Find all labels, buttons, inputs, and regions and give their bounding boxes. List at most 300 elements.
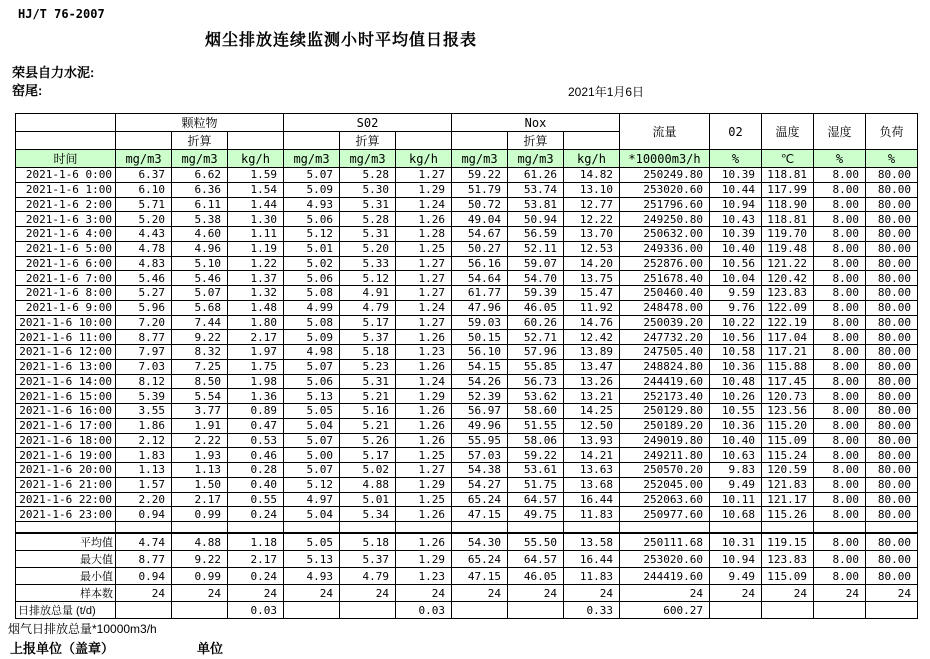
empty-cell xyxy=(564,522,620,533)
value-cell: 54.67 xyxy=(452,227,508,242)
value-cell: 56.97 xyxy=(452,404,508,419)
blank-subheader xyxy=(284,132,340,150)
value-cell: 250977.60 xyxy=(620,507,710,522)
value-cell: 13.26 xyxy=(564,374,620,389)
summary-value-cell: 13.58 xyxy=(564,534,620,551)
value-cell: 5.07 xyxy=(172,286,228,301)
summary-value-cell: 4.93 xyxy=(284,568,340,585)
value-cell: 13.75 xyxy=(564,271,620,286)
summary-value-cell: 5.13 xyxy=(284,551,340,568)
summary-value-cell: 115.09 xyxy=(762,568,814,585)
value-cell: 5.71 xyxy=(116,197,172,212)
value-cell: 5.04 xyxy=(284,507,340,522)
value-cell: 4.83 xyxy=(116,256,172,271)
unit-cell: ℃ xyxy=(762,150,814,168)
unit-cell: kg/h xyxy=(564,150,620,168)
value-cell: 5.68 xyxy=(172,300,228,315)
value-cell: 13.93 xyxy=(564,433,620,448)
value-cell: 5.04 xyxy=(284,418,340,433)
col-header-o2: 02 xyxy=(710,114,762,150)
summary-value-cell: 250111.68 xyxy=(620,534,710,551)
value-cell: 8.32 xyxy=(172,345,228,360)
value-cell: 10.68 xyxy=(710,507,762,522)
company-name: 荣县自力水泥: xyxy=(12,65,95,80)
value-cell: 0.40 xyxy=(228,477,284,492)
value-cell: 1.28 xyxy=(396,227,452,242)
spacer-row xyxy=(16,522,918,533)
value-cell: 1.11 xyxy=(228,227,284,242)
summary-value-cell: 64.57 xyxy=(508,551,564,568)
value-cell: 8.00 xyxy=(814,182,866,197)
col-group-so2: S02 xyxy=(284,114,452,132)
value-cell: 8.00 xyxy=(814,241,866,256)
value-cell: 249211.80 xyxy=(620,448,710,463)
table-row xyxy=(16,507,918,522)
value-cell: 115.88 xyxy=(762,359,814,374)
value-cell: 1.13 xyxy=(116,463,172,478)
value-cell: 12.77 xyxy=(564,197,620,212)
summary-value-cell: 9.22 xyxy=(172,551,228,568)
value-cell: 5.34 xyxy=(340,507,396,522)
value-cell: 5.17 xyxy=(340,448,396,463)
value-cell: 117.21 xyxy=(762,345,814,360)
table-row xyxy=(16,463,918,478)
summary-value-cell: 4.74 xyxy=(116,534,172,551)
value-cell: 59.07 xyxy=(508,256,564,271)
value-cell: 54.27 xyxy=(452,477,508,492)
value-cell: 122.09 xyxy=(762,300,814,315)
value-cell: 5.08 xyxy=(284,286,340,301)
corner-cell-mid xyxy=(16,132,116,150)
empty-cell xyxy=(452,522,508,533)
value-cell: 4.97 xyxy=(284,492,340,507)
value-cell: 2.17 xyxy=(172,492,228,507)
value-cell: 8.00 xyxy=(814,330,866,345)
value-cell: 5.21 xyxy=(340,418,396,433)
table-row xyxy=(16,477,918,492)
time-cell: 2021-1-6 17:00 xyxy=(16,418,116,433)
value-cell: 1.93 xyxy=(172,448,228,463)
summary-value-cell: 24 xyxy=(396,585,452,602)
value-cell: 64.57 xyxy=(508,492,564,507)
value-cell: 56.73 xyxy=(508,374,564,389)
value-cell: 250189.20 xyxy=(620,418,710,433)
value-cell: 8.00 xyxy=(814,345,866,360)
table-row xyxy=(16,359,918,374)
value-cell: 80.00 xyxy=(866,492,918,507)
empty-cell xyxy=(866,522,918,533)
summary-value-cell xyxy=(710,602,762,619)
summary-row xyxy=(16,568,918,585)
empty-cell xyxy=(710,522,762,533)
value-cell: 8.00 xyxy=(814,359,866,374)
empty-cell xyxy=(814,522,866,533)
value-cell: 5.01 xyxy=(284,241,340,256)
value-cell: 80.00 xyxy=(866,389,918,404)
empty-cell xyxy=(340,522,396,533)
summary-row xyxy=(16,551,918,568)
value-cell: 5.07 xyxy=(284,359,340,374)
value-cell: 13.47 xyxy=(564,359,620,374)
value-cell: 8.00 xyxy=(814,212,866,227)
summary-value-cell: 24 xyxy=(620,585,710,602)
value-cell: 13.89 xyxy=(564,345,620,360)
value-cell: 8.00 xyxy=(814,433,866,448)
value-cell: 58.06 xyxy=(508,433,564,448)
time-cell: 2021-1-6 8:00 xyxy=(16,286,116,301)
value-cell: 49.75 xyxy=(508,507,564,522)
value-cell: 1.25 xyxy=(396,448,452,463)
value-cell: 0.94 xyxy=(116,507,172,522)
value-cell: 5.28 xyxy=(340,168,396,183)
value-cell: 10.22 xyxy=(710,315,762,330)
value-cell: 1.91 xyxy=(172,418,228,433)
value-cell: 52.11 xyxy=(508,241,564,256)
value-cell: 2.22 xyxy=(172,433,228,448)
value-cell: 117.04 xyxy=(762,330,814,345)
summary-value-cell: 5.05 xyxy=(284,534,340,551)
summary-value-cell: 253020.60 xyxy=(620,551,710,568)
time-cell: 2021-1-6 16:00 xyxy=(16,404,116,419)
summary-value-cell: 4.79 xyxy=(340,568,396,585)
value-cell: 47.15 xyxy=(452,507,508,522)
summary-value-cell: 24 xyxy=(284,585,340,602)
value-cell: 251678.40 xyxy=(620,271,710,286)
unit-cell: mg/m3 xyxy=(508,150,564,168)
value-cell: 5.06 xyxy=(284,271,340,286)
value-cell: 7.44 xyxy=(172,315,228,330)
value-cell: 1.29 xyxy=(396,182,452,197)
value-cell: 1.25 xyxy=(396,492,452,507)
summary-row xyxy=(16,534,918,551)
value-cell: 8.50 xyxy=(172,374,228,389)
summary-value-cell: 24 xyxy=(866,585,918,602)
value-cell: 1.36 xyxy=(228,389,284,404)
value-cell: 8.00 xyxy=(814,492,866,507)
value-cell: 253020.60 xyxy=(620,182,710,197)
summary-value-cell: 24 xyxy=(116,585,172,602)
value-cell: 80.00 xyxy=(866,241,918,256)
value-cell: 8.00 xyxy=(814,448,866,463)
value-cell: 49.04 xyxy=(452,212,508,227)
table-row xyxy=(16,227,918,242)
unit-cell: kg/h xyxy=(228,150,284,168)
table-row xyxy=(16,433,918,448)
value-cell: 59.03 xyxy=(452,315,508,330)
converted-label-nox: 折算 xyxy=(508,132,564,150)
blank-subheader xyxy=(396,132,452,150)
value-cell: 8.00 xyxy=(814,227,866,242)
value-cell: 1.26 xyxy=(396,418,452,433)
value-cell: 9.76 xyxy=(710,300,762,315)
value-cell: 10.40 xyxy=(710,241,762,256)
value-cell: 5.07 xyxy=(284,168,340,183)
converted-label-particulate: 折算 xyxy=(172,132,228,150)
value-cell: 5.31 xyxy=(340,227,396,242)
summary-value-cell: 24 xyxy=(814,585,866,602)
value-cell: 13.21 xyxy=(564,389,620,404)
time-cell: 2021-1-6 21:00 xyxy=(16,477,116,492)
value-cell: 250129.80 xyxy=(620,404,710,419)
value-cell: 50.72 xyxy=(452,197,508,212)
summary-value-cell: 4.88 xyxy=(172,534,228,551)
value-cell: 56.10 xyxy=(452,345,508,360)
value-cell: 54.15 xyxy=(452,359,508,374)
reporting-unit-stamp-label: 上报单位（盖章） xyxy=(10,641,115,656)
summary-value-cell xyxy=(452,602,508,619)
unit-cell: *10000m3/h xyxy=(620,150,710,168)
value-cell: 5.54 xyxy=(172,389,228,404)
value-cell: 5.18 xyxy=(340,345,396,360)
summary-value-cell: 0.03 xyxy=(396,602,452,619)
value-cell: 80.00 xyxy=(866,477,918,492)
value-cell: 1.32 xyxy=(228,286,284,301)
summary-value-cell: 24 xyxy=(710,585,762,602)
value-cell: 54.38 xyxy=(452,463,508,478)
summary-row xyxy=(16,585,918,602)
value-cell: 80.00 xyxy=(866,418,918,433)
converted-label-so2: 折算 xyxy=(340,132,396,150)
value-cell: 59.22 xyxy=(508,448,564,463)
summary-value-cell: 8.00 xyxy=(814,534,866,551)
value-cell: 15.47 xyxy=(564,286,620,301)
summary-value-cell: 5.18 xyxy=(340,534,396,551)
value-cell: 115.09 xyxy=(762,433,814,448)
value-cell: 54.26 xyxy=(452,374,508,389)
value-cell: 1.97 xyxy=(228,345,284,360)
value-cell: 118.81 xyxy=(762,168,814,183)
value-cell: 120.59 xyxy=(762,463,814,478)
summary-value-cell xyxy=(172,602,228,619)
hourly-data-table xyxy=(15,113,918,533)
unit-cell: % xyxy=(866,150,918,168)
value-cell: 46.05 xyxy=(508,300,564,315)
summary-value-cell xyxy=(762,602,814,619)
value-cell: 4.60 xyxy=(172,227,228,242)
value-cell: 1.29 xyxy=(396,477,452,492)
time-cell: 2021-1-6 23:00 xyxy=(16,507,116,522)
value-cell: 4.79 xyxy=(340,300,396,315)
time-cell: 2021-1-6 10:00 xyxy=(16,315,116,330)
summary-label: 日排放总量 (t/d) xyxy=(16,602,116,619)
value-cell: 8.00 xyxy=(814,286,866,301)
value-cell: 9.49 xyxy=(710,477,762,492)
value-cell: 1.26 xyxy=(396,359,452,374)
value-cell: 4.91 xyxy=(340,286,396,301)
value-cell: 5.39 xyxy=(116,389,172,404)
value-cell: 251796.60 xyxy=(620,197,710,212)
value-cell: 1.26 xyxy=(396,404,452,419)
value-cell: 250570.20 xyxy=(620,463,710,478)
col-header-humidity: 湿度 xyxy=(814,114,866,150)
value-cell: 5.01 xyxy=(340,492,396,507)
summary-value-cell: 24 xyxy=(228,585,284,602)
value-cell: 252876.00 xyxy=(620,256,710,271)
empty-cell xyxy=(620,522,710,533)
value-cell: 0.53 xyxy=(228,433,284,448)
empty-cell xyxy=(396,522,452,533)
value-cell: 5.16 xyxy=(340,404,396,419)
value-cell: 8.00 xyxy=(814,418,866,433)
time-cell: 2021-1-6 15:00 xyxy=(16,389,116,404)
summary-value-cell xyxy=(284,602,340,619)
empty-cell xyxy=(172,522,228,533)
value-cell: 10.39 xyxy=(710,168,762,183)
summary-value-cell: 0.99 xyxy=(172,568,228,585)
value-cell: 119.70 xyxy=(762,227,814,242)
summary-value-cell: 47.15 xyxy=(452,568,508,585)
table-row xyxy=(16,256,918,271)
value-cell: 10.44 xyxy=(710,182,762,197)
value-cell: 1.27 xyxy=(396,271,452,286)
value-cell: 2.17 xyxy=(228,330,284,345)
value-cell: 4.78 xyxy=(116,241,172,256)
time-cell: 2021-1-6 20:00 xyxy=(16,463,116,478)
value-cell: 54.70 xyxy=(508,271,564,286)
table-row xyxy=(16,182,918,197)
value-cell: 115.26 xyxy=(762,507,814,522)
value-cell: 1.26 xyxy=(396,433,452,448)
summary-value-cell: 244419.60 xyxy=(620,568,710,585)
time-column-header: 时间 xyxy=(16,150,116,168)
value-cell: 10.04 xyxy=(710,271,762,286)
value-cell: 1.30 xyxy=(228,212,284,227)
blank-subheader xyxy=(228,132,284,150)
unit-cell: mg/m3 xyxy=(284,150,340,168)
col-group-particulate: 颗粒物 xyxy=(116,114,284,132)
value-cell: 80.00 xyxy=(866,212,918,227)
empty-cell xyxy=(284,522,340,533)
value-cell: 50.27 xyxy=(452,241,508,256)
table-row xyxy=(16,448,918,463)
value-cell: 14.25 xyxy=(564,404,620,419)
table-row xyxy=(16,404,918,419)
value-cell: 55.85 xyxy=(508,359,564,374)
value-cell: 51.75 xyxy=(508,477,564,492)
value-cell: 1.26 xyxy=(396,330,452,345)
summary-value-cell: 8.00 xyxy=(814,551,866,568)
value-cell: 1.26 xyxy=(396,507,452,522)
value-cell: 50.94 xyxy=(508,212,564,227)
time-cell: 2021-1-6 12:00 xyxy=(16,345,116,360)
value-cell: 121.22 xyxy=(762,256,814,271)
unit-cell: mg/m3 xyxy=(116,150,172,168)
value-cell: 9.59 xyxy=(710,286,762,301)
table-row xyxy=(16,418,918,433)
value-cell: 5.07 xyxy=(284,433,340,448)
value-cell: 53.61 xyxy=(508,463,564,478)
value-cell: 80.00 xyxy=(866,359,918,374)
value-cell: 249336.00 xyxy=(620,241,710,256)
report-title: 烟尘排放连续监测小时平均值日报表 xyxy=(205,32,478,49)
value-cell: 5.06 xyxy=(284,212,340,227)
corner-cell-top xyxy=(16,114,116,132)
table-row xyxy=(16,300,918,315)
value-cell: 5.28 xyxy=(340,212,396,227)
value-cell: 10.48 xyxy=(710,374,762,389)
value-cell: 117.45 xyxy=(762,374,814,389)
summary-value-cell: 54.30 xyxy=(452,534,508,551)
value-cell: 8.00 xyxy=(814,389,866,404)
value-cell: 250460.40 xyxy=(620,286,710,301)
value-cell: 1.54 xyxy=(228,182,284,197)
value-cell: 5.26 xyxy=(340,433,396,448)
value-cell: 8.00 xyxy=(814,507,866,522)
unit-label: 单位 xyxy=(197,641,224,656)
value-cell: 5.08 xyxy=(284,315,340,330)
value-cell: 5.38 xyxy=(172,212,228,227)
value-cell: 56.16 xyxy=(452,256,508,271)
value-cell: 10.40 xyxy=(710,433,762,448)
value-cell: 5.07 xyxy=(284,463,340,478)
summary-row xyxy=(16,602,918,619)
value-cell: 5.12 xyxy=(284,227,340,242)
summary-value-cell: 80.00 xyxy=(866,568,918,585)
value-cell: 244419.60 xyxy=(620,374,710,389)
time-cell: 2021-1-6 18:00 xyxy=(16,433,116,448)
value-cell: 5.06 xyxy=(284,374,340,389)
value-cell: 1.13 xyxy=(172,463,228,478)
value-cell: 51.55 xyxy=(508,418,564,433)
value-cell: 60.26 xyxy=(508,315,564,330)
value-cell: 11.83 xyxy=(564,507,620,522)
summary-label: 平均值 xyxy=(16,534,116,551)
value-cell: 13.68 xyxy=(564,477,620,492)
value-cell: 57.96 xyxy=(508,345,564,360)
value-cell: 119.48 xyxy=(762,241,814,256)
value-cell: 61.26 xyxy=(508,168,564,183)
value-cell: 8.77 xyxy=(116,330,172,345)
value-cell: 14.21 xyxy=(564,448,620,463)
value-cell: 65.24 xyxy=(452,492,508,507)
time-cell: 2021-1-6 13:00 xyxy=(16,359,116,374)
value-cell: 53.74 xyxy=(508,182,564,197)
value-cell: 5.46 xyxy=(116,271,172,286)
value-cell: 1.19 xyxy=(228,241,284,256)
summary-label: 样本数 xyxy=(16,585,116,602)
summary-value-cell: 1.29 xyxy=(396,551,452,568)
value-cell: 80.00 xyxy=(866,330,918,345)
value-cell: 1.75 xyxy=(228,359,284,374)
value-cell: 118.81 xyxy=(762,212,814,227)
value-cell: 80.00 xyxy=(866,197,918,212)
value-cell: 0.89 xyxy=(228,404,284,419)
value-cell: 121.83 xyxy=(762,477,814,492)
value-cell: 252173.40 xyxy=(620,389,710,404)
summary-value-cell xyxy=(116,602,172,619)
table-row xyxy=(16,374,918,389)
report-date: 2021年1月6日 xyxy=(568,85,645,99)
summary-value-cell: 24 xyxy=(340,585,396,602)
value-cell: 13.10 xyxy=(564,182,620,197)
value-cell: 123.83 xyxy=(762,286,814,301)
value-cell: 5.37 xyxy=(340,330,396,345)
value-cell: 5.21 xyxy=(340,389,396,404)
value-cell: 8.00 xyxy=(814,374,866,389)
col-header-load: 负荷 xyxy=(866,114,918,150)
value-cell: 6.36 xyxy=(172,182,228,197)
value-cell: 6.62 xyxy=(172,168,228,183)
summary-value-cell: 10.94 xyxy=(710,551,762,568)
table-row xyxy=(16,168,918,183)
summary-value-cell: 16.44 xyxy=(564,551,620,568)
value-cell: 53.81 xyxy=(508,197,564,212)
value-cell: 4.96 xyxy=(172,241,228,256)
summary-value-cell: 65.24 xyxy=(452,551,508,568)
value-cell: 10.11 xyxy=(710,492,762,507)
value-cell: 14.20 xyxy=(564,256,620,271)
time-cell: 2021-1-6 9:00 xyxy=(16,300,116,315)
